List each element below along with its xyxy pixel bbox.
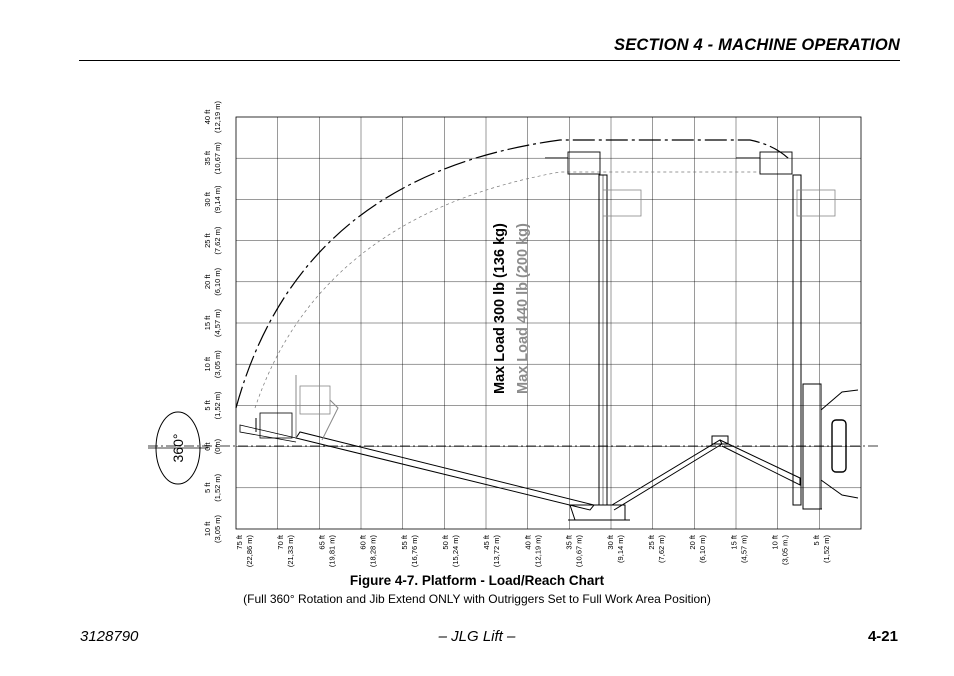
reach-tick-label: 35 ft(10,67 m) (564, 535, 584, 568)
rotation-symbol (148, 412, 208, 484)
reach-tick-label: 20 ft(6,10 m) (688, 535, 708, 563)
reach-axis (235, 534, 831, 567)
height-tick-label: 10 ft(3,05 m) (203, 350, 222, 379)
reach-tick-label: 70 ft(21,33 m) (276, 535, 296, 568)
document-number: 3128790 (80, 628, 139, 645)
boom-drawing (240, 152, 858, 520)
height-tick-label: 5 ft(1,52 m) (203, 473, 222, 502)
chart-grid (236, 117, 861, 529)
reach-tick-label: 50 ft(15,24 m) (441, 535, 460, 568)
height-axis (203, 100, 222, 543)
reach-tick-label: 10 ft(3,05 m.) (770, 535, 790, 566)
footer-title: – JLG Lift – (438, 628, 516, 645)
reach-tick-label: 30 ft(9,14 m) (605, 535, 625, 563)
height-tick-label: 10 ft(3,05 m) (203, 515, 222, 543)
max-load-primary: Max Load 300 lb (136 kg) (492, 223, 508, 394)
reach-tick-label: 60 ft(18,28 m) (358, 535, 378, 568)
height-tick-label: 5 ft(1,52 m) (203, 391, 222, 420)
reach-tick-label: 45 ft(13,72 m) (482, 535, 502, 568)
reach-tick-label: 25 ft(7,62 m) (647, 535, 666, 563)
figure-title: Figure 4-7. Platform - Load/Reach Chart (349, 573, 605, 588)
max-load-secondary: Max Load 440 lb (200 kg) (515, 223, 531, 394)
envelope-outline (236, 140, 790, 408)
reach-tick-label: 5 ft(1,52 m) (811, 535, 831, 563)
reach-tick-label: 65 ft(19,81 m) (317, 535, 337, 568)
page-number: 4-21 (867, 628, 898, 645)
reach-tick-label: 40 ft(12,19 m) (523, 535, 543, 568)
height-tick-label: 40 ft(12,19 m) (203, 100, 222, 134)
section-title: SECTION 4 - MACHINE OPERATION (613, 36, 900, 54)
figure-subtitle: (Full 360° Rotation and Jib Extend ONLY with Outriggers Set to Full Work Area Position) (243, 592, 711, 606)
height-tick-label: 30 ft(9,14 m) (203, 185, 222, 214)
reach-tick-label: 75 ft(22,86 m) (235, 535, 254, 568)
reach-tick-label: 15 ft(4,57 m) (729, 535, 749, 563)
reach-tick-label: 55 ft(16,76 m) (399, 535, 419, 568)
rotation-label: 360° (170, 433, 186, 463)
height-tick-label: 0ft(0m) (203, 438, 222, 455)
height-tick-label: 25 ft(7,62 m) (203, 226, 222, 255)
height-tick-label: 15 ft(4,57 m) (203, 309, 222, 337)
height-tick-label: 20 ft(6,10 m) (203, 267, 222, 296)
height-tick-label: 35 ft(10,67 m) (203, 142, 222, 175)
